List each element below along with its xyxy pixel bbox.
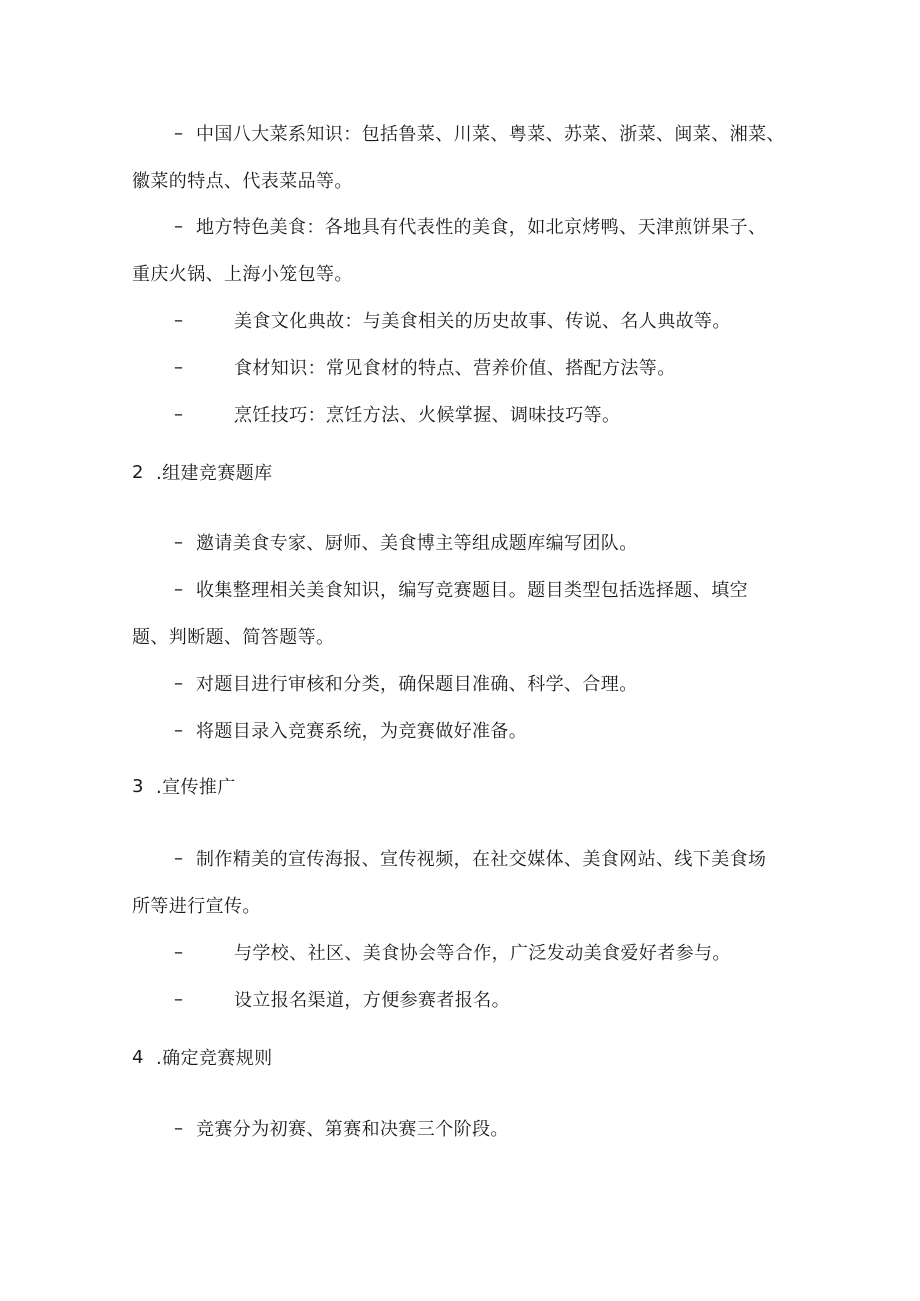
bullet-dash: – bbox=[174, 989, 183, 1010]
section-heading-promotion: .宣传推广 bbox=[156, 777, 236, 798]
bullet-line-registration: 设立报名渠道，方便参赛者报名。 bbox=[234, 990, 510, 1011]
bullet-line-food-culture: 美食文化典故：与美食相关的历史故事、传说、名人典故等。 bbox=[234, 311, 731, 332]
bullet-dash: – bbox=[174, 532, 183, 553]
bullet-line-make-posters: 制作精美的宣传海报、宣传视频，在社交媒体、美食网站、线下美食场 bbox=[196, 849, 767, 870]
bullet-line-review-questions: 对题目进行审核和分类，确保题目准确、科学、合理。 bbox=[196, 674, 638, 695]
bullet-line-collect-questions: 收集整理相关美食知识，编写竞赛题目。题目类型包括选择题、填空 bbox=[196, 580, 748, 601]
bullet-line-cooperate: 与学校、社区、美食协会等合作，广泛发动美食爱好者参与。 bbox=[234, 943, 731, 964]
section-heading-rules: .确定竞赛规则 bbox=[156, 1048, 273, 1069]
bullet-line-enter-system: 将题目录入竞赛系统，为竞赛做好准备。 bbox=[196, 721, 528, 742]
section-number: 4 bbox=[132, 1047, 144, 1068]
bullet-dash: – bbox=[174, 404, 183, 425]
bullet-dash: – bbox=[174, 310, 183, 331]
bullet-dash: – bbox=[174, 123, 183, 144]
continuation-line: 徽菜的特点、代表菜品等。 bbox=[132, 171, 353, 192]
bullet-dash: – bbox=[174, 579, 183, 600]
bullet-line-cooking-skills: 烹饪技巧：烹饪方法、火候掌握、调味技巧等。 bbox=[234, 405, 621, 426]
bullet-dash: – bbox=[174, 216, 183, 237]
bullet-line-invite-experts: 邀请美食专家、厨师、美食博主等组成题库编写团队。 bbox=[196, 533, 638, 554]
continuation-line: 所等进行宣传。 bbox=[132, 896, 261, 917]
bullet-dash: – bbox=[174, 357, 183, 378]
bullet-line-cuisine-systems: 中国八大菜系知识：包括鲁菜、川菜、粤菜、苏菜、浙菜、闽菜、湘菜、 bbox=[196, 124, 785, 145]
continuation-line: 题、判断题、简答题等。 bbox=[132, 627, 335, 648]
bullet-dash: – bbox=[174, 942, 183, 963]
bullet-line-local-food: 地方特色美食：各地具有代表性的美食，如北京烤鸭、天津煎饼果子、 bbox=[196, 217, 767, 238]
bullet-line-stages: 竞赛分为初赛、第赛和决赛三个阶段。 bbox=[196, 1119, 509, 1140]
bullet-line-ingredients: 食材知识：常见食材的特点、营养价值、搭配方法等。 bbox=[234, 358, 676, 379]
section-heading-question-bank: .组建竞赛题库 bbox=[156, 463, 273, 484]
section-number: 3 bbox=[132, 776, 144, 797]
bullet-dash: – bbox=[174, 720, 183, 741]
continuation-line: 重庆火锅、上海小笼包等。 bbox=[132, 264, 353, 285]
bullet-dash: – bbox=[174, 673, 183, 694]
section-number: 2 bbox=[132, 462, 144, 483]
bullet-dash: – bbox=[174, 1118, 183, 1139]
bullet-dash: – bbox=[174, 848, 183, 869]
